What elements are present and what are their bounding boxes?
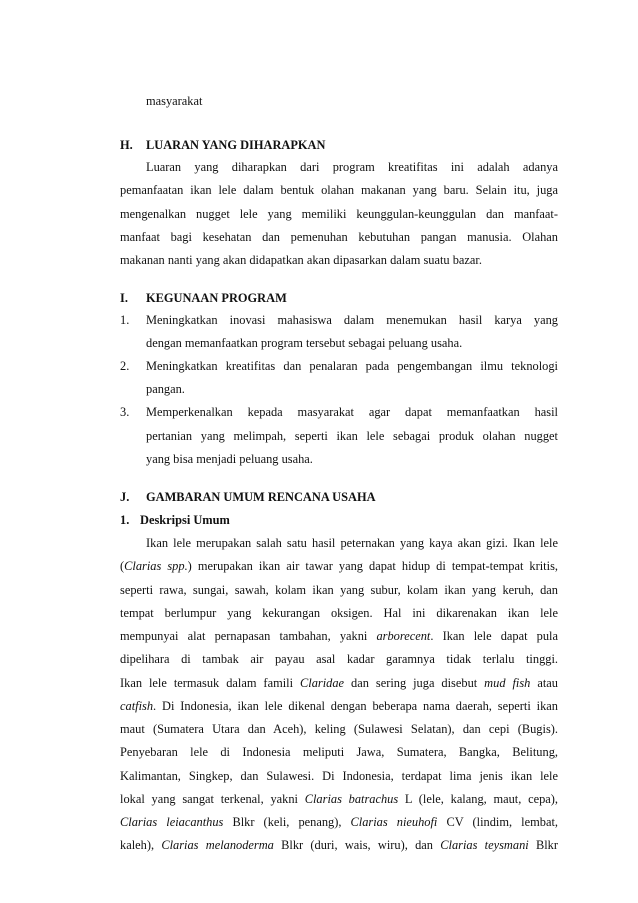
- section-h-line: manfaat bagi kesehatan dan pemenuhan kebutuhan pangan manusia. Olahan: [120, 230, 558, 244]
- italic-term: Claridae: [300, 676, 345, 690]
- section-h-title: LUARAN YANG DIHARAPKAN: [146, 138, 326, 152]
- italic-term: Clarias leiacanthus: [120, 815, 224, 829]
- list-item-line: Meningkatkan kreatifitas dan penalaran pada pengembangan ilmu teknologi: [146, 359, 558, 373]
- section-j-line: lokal yang sangat terkenal, yakni Clarias batrachus L (lele, kalang, maut, cepa),: [120, 792, 558, 806]
- italic-term: Clarias nieuhofi: [350, 815, 438, 829]
- section-h-letter: H.: [120, 138, 133, 152]
- section-h-line: makanan nanti yang akan didapatkan akan dipasarkan dalam suatu bazar.: [120, 253, 482, 267]
- section-h-line: mengenalkan nugget lele yang memiliki keunggulan-keunggulan dan manfaat-: [120, 207, 558, 221]
- section-j-line: tempat berlumpur yang kekurangan oksigen. Hal ini dikarenakan ikan lele: [120, 606, 558, 620]
- section-j-line: seperti rawa, sungai, sawah, kolam ikan yang subur, kolam ikan yang keruh, dan: [120, 583, 558, 597]
- italic-term: Clarias spp.: [124, 559, 188, 573]
- section-j-letter: J.: [120, 490, 130, 504]
- section-j-line: mempunyai alat pernapasan tambahan, yakni arborecent. Ikan lele dapat pula: [120, 629, 558, 643]
- list-number: 1.: [120, 313, 130, 327]
- section-h-line: pemanfaatan ikan lele dalam bentuk olahan makanan yang baru. Selain itu, juga: [120, 183, 558, 197]
- section-j-line: dipelihara di tambak air payau asal kadar garamnya tidak terlalu tinggi.: [120, 652, 558, 666]
- section-j-line: catfish. Di Indonesia, ikan lele dikenal dengan beberapa nama daerah, seperti ikan: [120, 699, 558, 713]
- subsection-number: 1.: [120, 513, 130, 527]
- italic-term: Clarias teysmani: [440, 838, 529, 852]
- list-number: 3.: [120, 405, 130, 419]
- top-fragment: masyarakat: [146, 94, 203, 108]
- section-j-line: Clarias leiacanthus Blkr (keli, penang), Clarias nieuhofi CV (lindim, lembat,: [120, 815, 558, 829]
- list-item-line: Meningkatkan inovasi mahasiswa dalam menemukan hasil karya yang: [146, 313, 558, 327]
- section-j-line: maut (Sumatera Utara dan Aceh), keling (Sulawesi Selatan), dan cepi (Bugis).: [120, 722, 558, 736]
- section-i-title: KEGUNAAN PROGRAM: [146, 291, 287, 305]
- section-h-line: Luaran yang diharapkan dari program kreatifitas ini adalah adanya: [146, 160, 558, 174]
- section-j-line: Ikan lele merupakan salah satu hasil peternakan yang kaya akan gizi. Ikan lele: [146, 536, 558, 550]
- section-j-title: GAMBARAN UMUM RENCANA USAHA: [146, 490, 376, 504]
- italic-term: catfish: [120, 699, 154, 713]
- list-number: 2.: [120, 359, 130, 373]
- section-j-line: Kalimantan, Singkep, dan Sulawesi. Di Indonesia, terdapat lima jenis ikan lele: [120, 769, 558, 783]
- italic-term: Clarias melanoderma: [161, 838, 274, 852]
- subsection-title: Deskripsi Umum: [140, 513, 230, 527]
- list-item-line: dengan memanfaatkan program tersebut sebagai peluang usaha.: [146, 336, 463, 350]
- list-item-line: pangan.: [146, 382, 185, 396]
- section-j-line: Penyebaran lele di Indonesia meliputi Jawa, Sumatera, Bangka, Belitung,: [120, 745, 558, 759]
- italic-term: arborecent: [376, 629, 431, 643]
- section-i-letter: I.: [120, 291, 128, 305]
- italic-term: Clarias batrachus: [304, 792, 399, 806]
- section-j-line: (Clarias spp.) merupakan ikan air tawar yang dapat hidup di tempat-tempat kritis,: [120, 559, 558, 573]
- section-j-line: kaleh), Clarias melanoderma Blkr (duri, wais, wiru), dan Clarias teysmani Blkr: [120, 838, 558, 852]
- section-j-line: Ikan lele termasuk dalam famili Claridae dan sering juga disebut mud fish atau: [120, 676, 558, 690]
- list-item-line: Memperkenalkan kepada masyarakat agar dapat memanfaatkan hasil: [146, 405, 558, 419]
- italic-term: mud fish: [484, 676, 531, 690]
- list-item-line: pertanian yang melimpah, seperti ikan lele sebagai produk olahan nugget: [146, 429, 558, 443]
- list-item-line: yang bisa menjadi peluang usaha.: [146, 452, 313, 466]
